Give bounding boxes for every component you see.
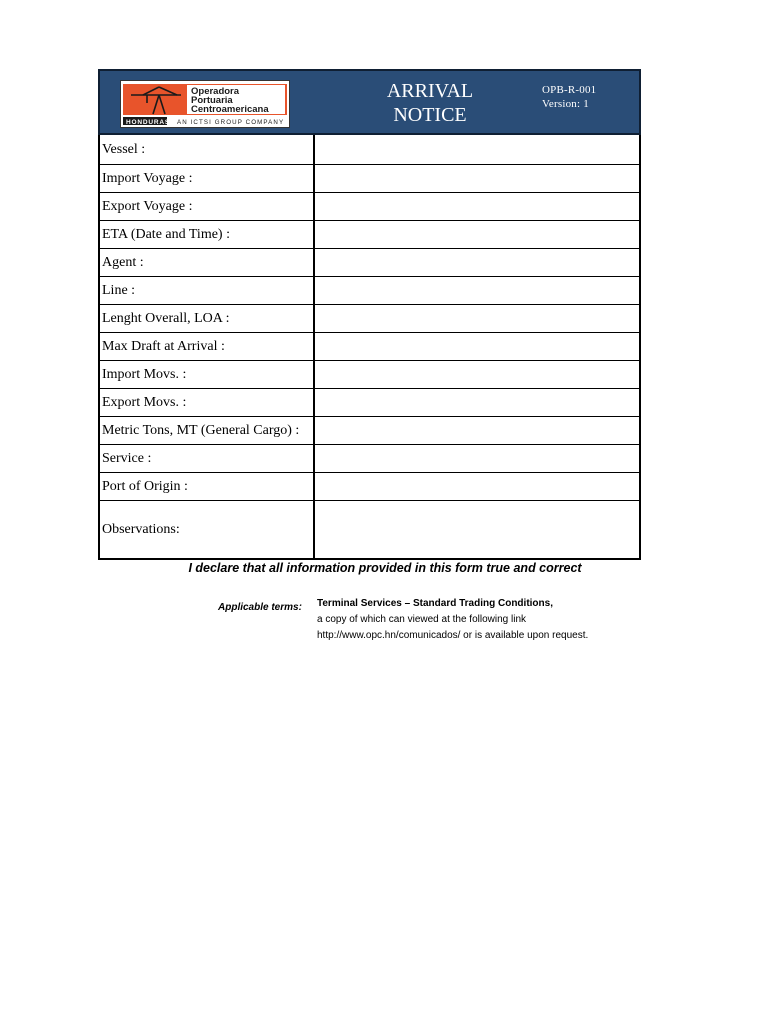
- field-row-export-movs: [100, 388, 639, 416]
- field-label: Max Draft at Arrival :: [100, 333, 315, 360]
- field-value-import-movs[interactable]: [315, 361, 639, 388]
- field-row-line: [100, 276, 639, 304]
- terms-text: [317, 596, 588, 644]
- arrival-notice-form: [98, 69, 641, 560]
- logo-country: HONDURAS: [126, 119, 170, 126]
- terms-label: Applicable terms:: [218, 602, 302, 613]
- field-value-export-movs[interactable]: [315, 389, 639, 416]
- title-line1: ARRIVAL: [386, 80, 474, 102]
- field-row-import-movs: [100, 360, 639, 388]
- field-row-agent: [100, 248, 639, 276]
- field-value-metric-tons[interactable]: [315, 417, 639, 444]
- field-value-max-draft[interactable]: [315, 333, 639, 360]
- field-row-vessel: [100, 135, 639, 164]
- field-value-line[interactable]: [315, 277, 639, 304]
- field-label: Metric Tons, MT (General Cargo) :: [100, 417, 315, 444]
- logo-line1: Operadora: [191, 86, 240, 97]
- field-value-loa[interactable]: [315, 305, 639, 332]
- field-label: Import Movs. :: [100, 361, 315, 388]
- field-value-agent[interactable]: [315, 249, 639, 276]
- field-label: Service :: [100, 445, 315, 472]
- field-row-port-of-origin: [100, 472, 639, 500]
- field-row-metric-tons: [100, 416, 639, 444]
- form-header: [98, 69, 641, 135]
- field-label: Import Voyage :: [100, 165, 315, 192]
- logo-tagline: AN ICTSI GROUP COMPANY: [177, 119, 285, 126]
- field-label: Lenght Overall, LOA :: [100, 305, 315, 332]
- form-title: [350, 79, 510, 127]
- logo-line2: Portuaria: [191, 95, 233, 106]
- field-value-import-voyage[interactable]: [315, 165, 639, 192]
- field-label: Port of Origin :: [100, 473, 315, 500]
- document-code-block: [542, 83, 596, 111]
- field-label: Export Voyage :: [100, 193, 315, 220]
- field-value-vessel[interactable]: [315, 135, 639, 164]
- field-label: Line :: [100, 277, 315, 304]
- field-row-eta: [100, 220, 639, 248]
- field-row-loa: [100, 304, 639, 332]
- title-line2: NOTICE: [393, 104, 467, 126]
- field-value-eta[interactable]: [315, 221, 639, 248]
- company-logo: [120, 80, 290, 128]
- field-value-export-voyage[interactable]: [315, 193, 639, 220]
- field-label: Vessel :: [100, 135, 315, 164]
- field-label: Agent :: [100, 249, 315, 276]
- field-row-service: [100, 444, 639, 472]
- field-label: ETA (Date and Time) :: [100, 221, 315, 248]
- field-row-max-draft: [100, 332, 639, 360]
- field-row-observations: [100, 500, 639, 558]
- field-row-export-voyage: [100, 192, 639, 220]
- form-fields: [98, 135, 641, 560]
- field-value-port-of-origin[interactable]: [315, 473, 639, 500]
- field-value-observations[interactable]: [315, 501, 639, 558]
- field-label: Export Movs. :: [100, 389, 315, 416]
- document-code: OPB-R-001: [542, 84, 597, 96]
- document-version: Version: 1: [542, 98, 589, 110]
- logo-line3: Centroamericana: [191, 104, 269, 115]
- terms-link[interactable]: http://www.opc.hn/comunicados/ or is available upon request.: [317, 630, 589, 641]
- declaration-text: I declare that all information provided in this form true and correct: [188, 561, 582, 575]
- field-label: Observations:: [100, 501, 315, 558]
- terms-line2: a copy of which can viewed at the following link: [317, 614, 527, 625]
- terms-line1: Terminal Services – Standard Trading Conditions,: [317, 598, 553, 609]
- field-value-service[interactable]: [315, 445, 639, 472]
- field-row-import-voyage: [100, 164, 639, 192]
